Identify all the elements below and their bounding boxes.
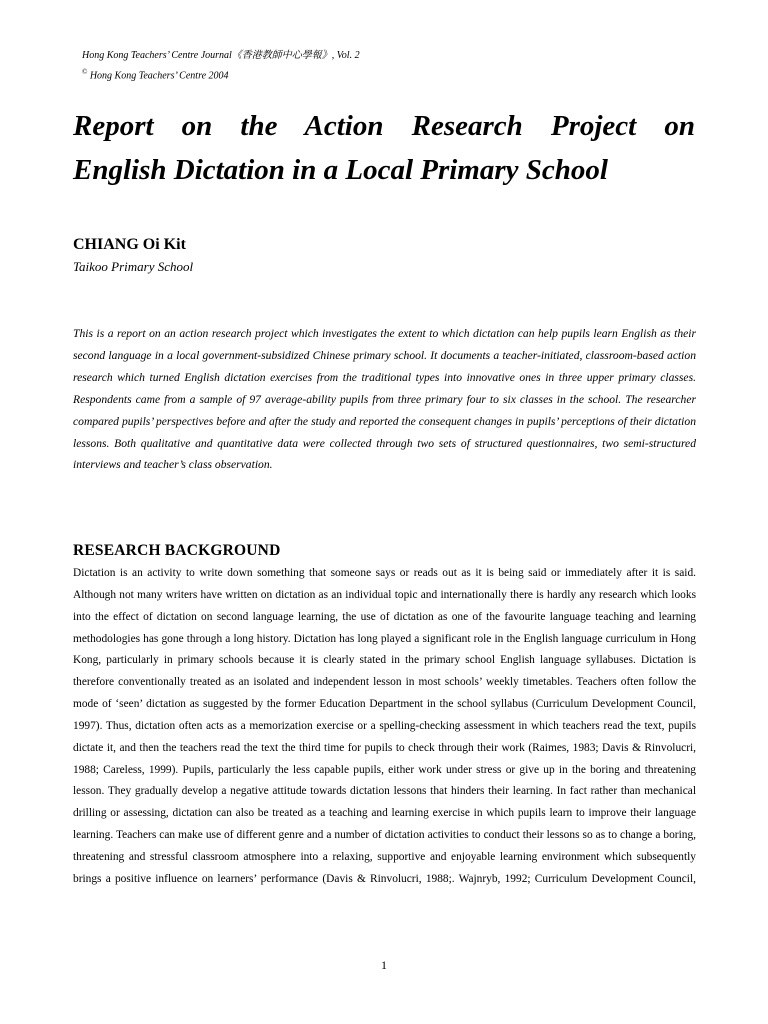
section-heading: RESEARCH BACKGROUND (73, 542, 281, 559)
journal-citation: Hong Kong Teachers’ Centre Journal《香港教師中心學報》, Vol. 2 (82, 50, 360, 61)
copyright-symbol: © (82, 68, 88, 76)
body-paragraph: Dictation is an activity to write down something that someone says or reads out as it is being said or immediately after it is said. Although not many writers have written on dictation as an individual topic and internationally there is hardly any research which looks into the effect of dictation on second language learning, the use of dictation as one of the favourite language teaching and learning methodologies has gone through a long history. Dictation has long played a significant role in the English language curriculum in Hong Kong, particularly in primary schools because it is clearly stated in the primary school English language syllabuses. Dictation is therefore conventionally treated as an isolated and independent lesson in most schools’ weekly timetables. Teachers often follow the mode of ‘seen’ dictation as suggested by the former Education Department in the school syllabus (Curriculum Development Council, 1997). Thus, dictation often acts as a memorization exercise or a spelling-checking assessment in which teachers read the text, pupils dictate it, and then the teachers read the text the third time for pupils to check through their work (Raimes, 1983; Davis & Rinvolucri, 1988; Careless, 1999). Pupils, particularly the less capable pupils, either work under stress or give up in the boring and threatening lesson. They gradually develop a negative attitude towards dictation lessons that hinders their learning. In fact rather than mechanical drilling or assessing, dictation can also be treated as a teaching and learning exercise in which pupils learn to improve their language learning. Teachers can make use of different genre and a number of dictation activities to conduct their lessons so as to change a boring, threatening and stressful classroom atmosphere into a relaxing, supportive and enjoyable learning environment which subsequently brings a positive influence on learners’ performance (Davis & Rinvolucri, 1988;. Wajnryb, 1992; Curriculum Development Council, (73, 567, 696, 885)
abstract-paragraph: This is a report on an action research project which investigates the extent to which dictation can help pupils learn English as their second language in a local government-subsidized Chinese primary school. It documents a teacher-initiated, classroom-based action research which turned English dictation exercises from the traditional types into innovative ones in three upper primary classes. Respondents came from a sample of 97 average-ability pupils from three primary four to six classes in the school. The researcher compared pupils’ perspectives before and after the study and reported the consequent changes in pupils’ perceptions of their dictation lessons. Both qualitative and quantitative data were collected through two sets of structured questionnaires, two semi-structured interviews and teacher’s class observation. (73, 327, 696, 472)
author-name: CHIANG Oi Kit (73, 236, 186, 253)
author-affiliation: Taikoo Primary School (73, 259, 194, 274)
page-number: 1 (381, 958, 387, 972)
title-line-1: Report on the Action Research Project on (73, 110, 695, 142)
copyright-text: Hong Kong Teachers’ Centre 2004 (87, 70, 229, 82)
article-title (73, 104, 695, 192)
title-line-2: English Dictation in a Local Primary School (73, 154, 608, 186)
copyright-notice (82, 66, 229, 82)
